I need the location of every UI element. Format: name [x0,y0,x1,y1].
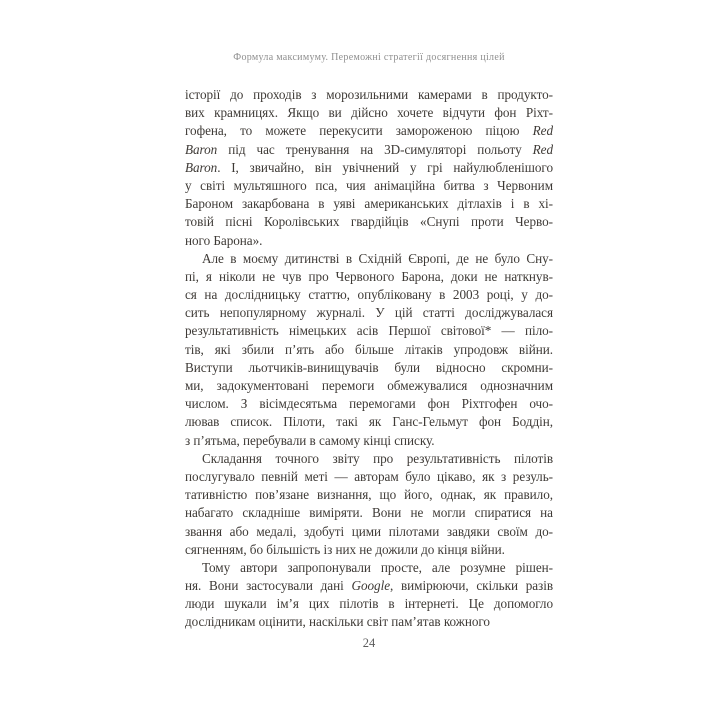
text-line: сить непопулярному журналі. У цій статті досліджувалася [185,305,553,321]
text-line: Але в моєму дитинстві в Східній Європі, де не було Сну- [202,250,553,266]
page-number: 24 [362,636,376,650]
text-line: тів, які збили п’ять або більше літаків упродовж війни. [185,341,553,357]
text-line: результативність німецьких асів Першої світової* — піло- [185,323,553,339]
text-line: вих крамницях. Якщо ви дійсно хочете відчути фон Ріхт- [185,105,553,121]
text-line: набагато складніше виміряти. Вони не могли спиратися на [185,505,553,521]
text-line: у світі мультяшного пса, чия анімаційна битва з Червоним [185,177,553,193]
text-line: ного Барона». [185,232,263,248]
text-block [185,86,553,632]
text-line: ми, задокументовані перемоги обмежувалися однозначним [185,378,553,393]
text-line: Складання точного звіту про результативність пілотів [202,450,553,466]
text-line: Baron під час тренування на 3D-симуляторі польоту Red [185,141,553,157]
text-line: з п’ятьма, перебували в самому кінці списку. [185,432,435,448]
text-line: послугувало певній меті — авторам було цікаво, як з резуль- [185,468,553,484]
text-line: пі, я ніколи не чув про Червоного Барона, доки не наткнув- [185,268,553,284]
text-line: історії до проходів з морозильними камерами в продукто- [185,87,553,102]
text-line: лював список. Пілоти, такі як Ганс-Гельмут фон Боддін, [185,414,553,430]
paragraph [185,559,553,632]
text-line: Виступи льотчиків-винищувачів були відносно скромни- [185,359,553,375]
text-line: гофена, то можете перекусити замороженою піцою Red [185,123,553,139]
text-line: ня. Вони застосували дані Google, вимірюючи, скільки разів [185,578,553,594]
paragraph [185,450,553,559]
text-line: сягненням, бо більшість із них не дожили до кінця війни. [185,541,505,557]
text-line: числом. З вісімдесятьма перемогами фон Ріхтгофен очо- [185,396,553,412]
text-line: Тому автори запропонували просте, але розумне рішен- [202,559,553,575]
text-line: люди шукали ім’я цих пілотів в інтернеті. Це допомогло [185,596,553,612]
text-line: товій пісні Королівських гвардійців «Снупі проти Черво- [185,214,553,230]
text-line: дослідникам оцінити, наскільки світ пам’ятав кожного [185,614,490,630]
paragraph [185,86,553,250]
text-line: звання або медалі, здобуті цими пілотами завдяки своїм до- [185,523,553,539]
running-head: Формула максимуму. Переможні стратегії досягнення цілей [233,52,505,63]
text-line: тативністю пов’язане визнання, що його, однак, як правило, [185,487,553,503]
paragraph [185,250,553,450]
text-line: ся на дослідницьку статтю, опубліковану в 2003 році, у до- [185,287,553,303]
text-line: Baron. І, звичайно, він увічнений у грі найулюбленішого [185,159,553,175]
text-line: Бароном закарбована в уяві американських дітлахів і в хі- [185,196,553,212]
